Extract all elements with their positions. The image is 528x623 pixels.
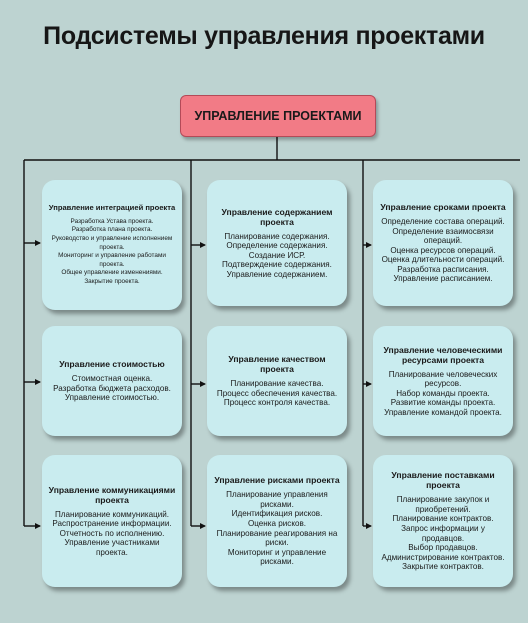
box-item: Планирование закупок и приобретений.	[396, 495, 490, 514]
box-item: Оценка ресурсов операций.	[390, 245, 496, 255]
box-item: Разработка расписания.	[397, 264, 489, 274]
box-item: Управление расписанием.	[393, 274, 493, 284]
box-item: Запрос информации у продавцов.	[401, 523, 485, 543]
box-item: Отчетность по исполнению.	[59, 528, 165, 538]
box-item: Определение содержания.	[226, 241, 328, 251]
box-item: Общее управление изменениями.	[61, 269, 163, 277]
box-title: Управление качеством проекта	[228, 354, 326, 375]
box-item: Планирование коммуникаций.	[54, 509, 170, 519]
box-scope	[207, 180, 347, 306]
box-item: Разработка плана проекта.	[71, 226, 153, 234]
box-title: Управление коммуникациями проекта	[48, 484, 176, 505]
box-item: Создание ИСР.	[248, 250, 306, 260]
box-item: Управление участниками проекта.	[64, 538, 160, 557]
box-quality	[207, 326, 347, 436]
box-title: Управление интеграцией проекта	[48, 203, 176, 213]
box-item: Планирование контрактов.	[392, 514, 494, 524]
box-item: Определение состава операций.	[381, 216, 505, 226]
box-item: Развитие команды проекта.	[390, 398, 496, 408]
box-item: Определение взаимосвязи операций.	[392, 226, 494, 246]
box-item: Оценка длительности операций.	[381, 255, 505, 265]
box-item: Выбор продавцов.	[408, 543, 478, 553]
box-item: Администрирование контрактов.	[381, 552, 505, 562]
box-human-resources	[373, 326, 513, 436]
box-title: Управление стоимостью	[59, 359, 165, 370]
box-item: Планирование качества.	[230, 379, 324, 389]
page-title: Подсистемы управления проектами	[43, 22, 485, 50]
box-item: Планирование управления рисками.	[226, 490, 328, 509]
box-title: Управление рисками проекта	[214, 475, 340, 486]
box-item: Закрытие проекта.	[84, 277, 140, 285]
box-item: Планирование содержания.	[224, 231, 330, 241]
box-item: Руководство и управление исполнением проекта.	[51, 235, 173, 251]
box-risks	[207, 455, 347, 587]
box-item: Оценка рисков.	[247, 518, 307, 528]
box-item: Управление содержанием.	[226, 269, 328, 279]
box-item: Управление стоимостью.	[64, 393, 160, 403]
box-item: Управление командой проекта.	[384, 407, 502, 417]
box-time	[373, 180, 513, 306]
box-item: Разработка Устава проекта.	[70, 217, 154, 225]
box-item: Планирование человеческих ресурсов.	[388, 369, 498, 389]
box-title: Управление поставками проекта	[391, 470, 495, 491]
box-integration	[42, 180, 182, 310]
root-node: УПРАВЛЕНИЕ ПРОЕКТАМИ	[180, 95, 376, 137]
box-item: Подтверждение содержания.	[222, 260, 332, 270]
box-procurement	[373, 455, 513, 587]
box-title: Управление сроками проекта	[380, 201, 506, 212]
box-item: Процесс обеспечения качества.	[216, 388, 338, 398]
box-item: Идентификация рисков.	[231, 509, 323, 519]
box-item: Планирование реагирования на риски.	[216, 528, 338, 548]
box-item: Стоимостная оценка.	[71, 374, 153, 384]
box-item: Закрытие контрактов.	[402, 562, 484, 572]
box-title: Управление человеческими ресурсами проекта	[383, 344, 503, 365]
box-item: Процесс контроля качества.	[223, 398, 331, 408]
box-item: Мониторинг и управление рисками.	[227, 547, 327, 567]
box-communications	[42, 455, 182, 587]
box-item: Разработка бюджета расходов.	[53, 383, 171, 393]
box-cost	[42, 326, 182, 436]
box-item: Мониторинг и управление работами проекта.	[58, 252, 166, 268]
box-title: Управление содержанием проекта	[221, 206, 333, 227]
box-item: Набор команды проекта.	[396, 388, 490, 398]
box-item: Распространение информации.	[52, 519, 172, 529]
